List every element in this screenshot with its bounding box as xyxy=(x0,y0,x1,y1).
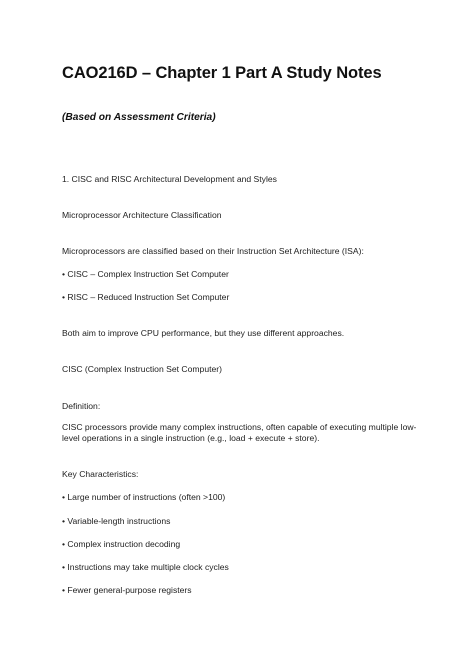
definition-text: CISC processors provide many complex instructions, often capable of executing multiple low-level operations in a single instruction (e.g., load + execute + store). xyxy=(62,422,417,443)
section-heading: 1. CISC and RISC Architectural Development and Styles xyxy=(62,174,277,184)
isa-type-item: • RISC – Reduced Instruction Set Computer xyxy=(62,292,230,302)
key-characteristics-label: Key Characteristics: xyxy=(62,469,139,479)
isa-type-item: • CISC – Complex Instruction Set Computer xyxy=(62,269,229,279)
characteristic-item: • Fewer general-purpose registers xyxy=(62,585,192,595)
document-title: CAO216D – Chapter 1 Part A Study Notes xyxy=(62,64,382,82)
comparison-note: Both aim to improve CPU performance, but they use different approaches. xyxy=(62,328,345,338)
definition-label: Definition: xyxy=(62,401,101,411)
classification-intro: Microprocessors are classified based on their Instruction Set Architecture (ISA): xyxy=(62,246,364,256)
characteristic-item: • Variable-length instructions xyxy=(62,516,171,526)
document-subtitle: (Based on Assessment Criteria) xyxy=(62,112,216,123)
classification-heading: Microprocessor Architecture Classification xyxy=(62,210,222,220)
characteristic-item: • Instructions may take multiple clock cycles xyxy=(62,562,229,572)
characteristic-item: • Large number of instructions (often >100) xyxy=(62,492,226,502)
cisc-heading: CISC (Complex Instruction Set Computer) xyxy=(62,364,222,374)
characteristic-item: • Complex instruction decoding xyxy=(62,539,181,549)
